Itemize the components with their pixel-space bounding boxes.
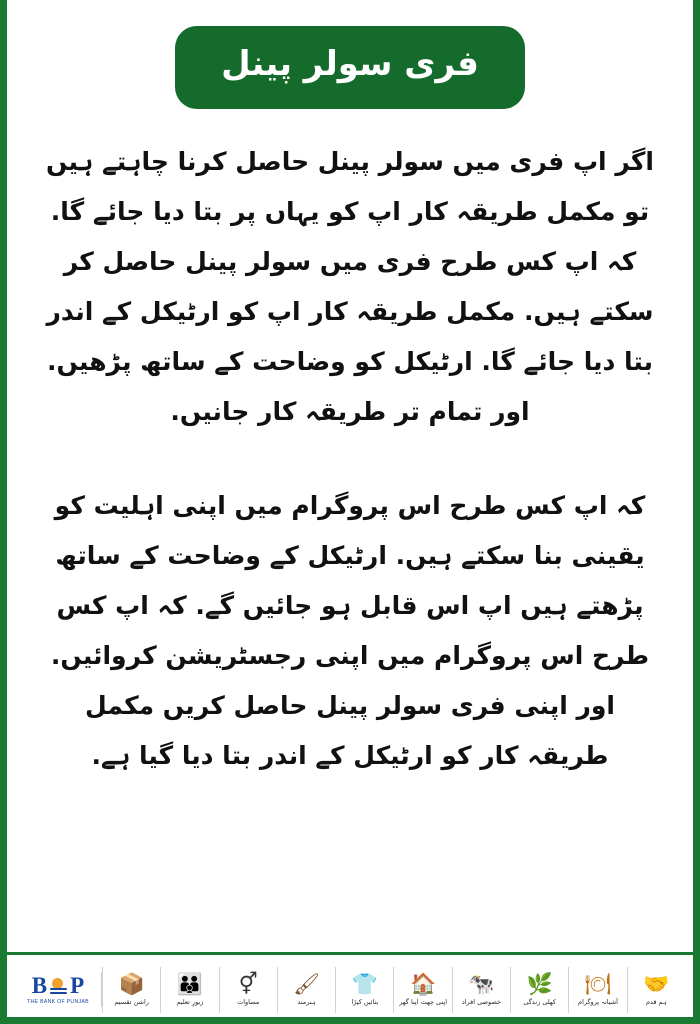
seed-icon: 🌿 [526, 971, 553, 996]
program-logo-livelihood [511, 972, 568, 1008]
program-logo-education [161, 972, 218, 1008]
bank-of-punjab-logo [15, 972, 102, 1007]
livestock-icon: 🐄 [468, 971, 495, 996]
calligraphy-icon: 🖌 [293, 971, 320, 996]
program-label: کھلی زندگی [523, 997, 557, 1006]
program-label: مساوات [237, 997, 260, 1006]
program-logo-skills [278, 972, 335, 1008]
program-label: ہنرمند [297, 997, 316, 1006]
family-icon: 👪 [176, 971, 204, 996]
article-content [7, 109, 693, 952]
cup-icon: 🍽 [584, 971, 612, 996]
program-logo-humqadam [628, 972, 685, 1008]
program-label: زیورِ تعلیم [176, 997, 204, 1006]
footer-logo-strip [7, 952, 693, 1024]
bop-letter-p: P [70, 973, 85, 998]
paragraph-2: کہ اپ کس طرح اس پروگرام میں اپنی اہلیت کو یقینی بنا سکتے ہیں. ارٹیکل کے وضاحت کے ساتھ پڑھتے ہیں اپ اس قابل ہو جائیں گے. کہ اپ کس طرح اس پروگرام میں اپنی رجسٹریشن کروائیں. اور اپنی فری سولر پینل حاصل کریں مکمل طریقہ کار کو ارٹیکل کے اندر بتا دیا گیا ہے. [50, 491, 650, 771]
bop-subtitle: THE BANK OF PUNJAB [27, 999, 89, 1005]
program-label: ہم قدم [645, 997, 667, 1006]
clothing-icon: 👕 [351, 971, 378, 996]
page-title: فری سولر پینل [175, 26, 525, 109]
sun-icon [50, 977, 67, 994]
bop-mark [32, 974, 84, 997]
program-label: بنائیں کپڑا [351, 997, 379, 1006]
program-label: اپنی چھت اپنا گھر [399, 997, 448, 1006]
program-logo-equality [220, 972, 277, 1008]
paragraph-1: اگر اپ فری میں سولر پینل حاصل کرنا چاہتے ہیں تو مکمل طریقہ کار اپ کو یہاں پر بتا دیا جائے گا. کہ اپ کس طرح فری میں سولر پینل حاصل کر سکتے ہیں. مکمل طریقہ کار اپ کو ارٹیکل کے اندر بتا دیا جائے گا. ارٹیکل کو وضاحت کے ساتھ پڑھیں. اور تمام تر طریقہ کار جانیں. [45, 147, 654, 427]
program-label: آشیانہ پروگرام [578, 997, 618, 1006]
program-logo-ration [103, 972, 160, 1008]
bop-letter-b: B [31, 973, 48, 998]
hands-icon: 🤝 [643, 971, 670, 996]
ballot-box-icon: 📦 [118, 971, 145, 996]
program-logo-clothing [336, 972, 393, 1008]
gender-icon: ⚥ [238, 971, 258, 996]
program-logo-housing [394, 972, 451, 1008]
house-icon: 🏠 [410, 971, 437, 996]
program-logo-special-persons [453, 972, 510, 1008]
program-logo-ashiana [569, 972, 626, 1008]
program-label: خصوصی افراد [461, 997, 502, 1006]
title-container [7, 0, 693, 109]
program-label: راشن تقسیم [114, 997, 149, 1006]
